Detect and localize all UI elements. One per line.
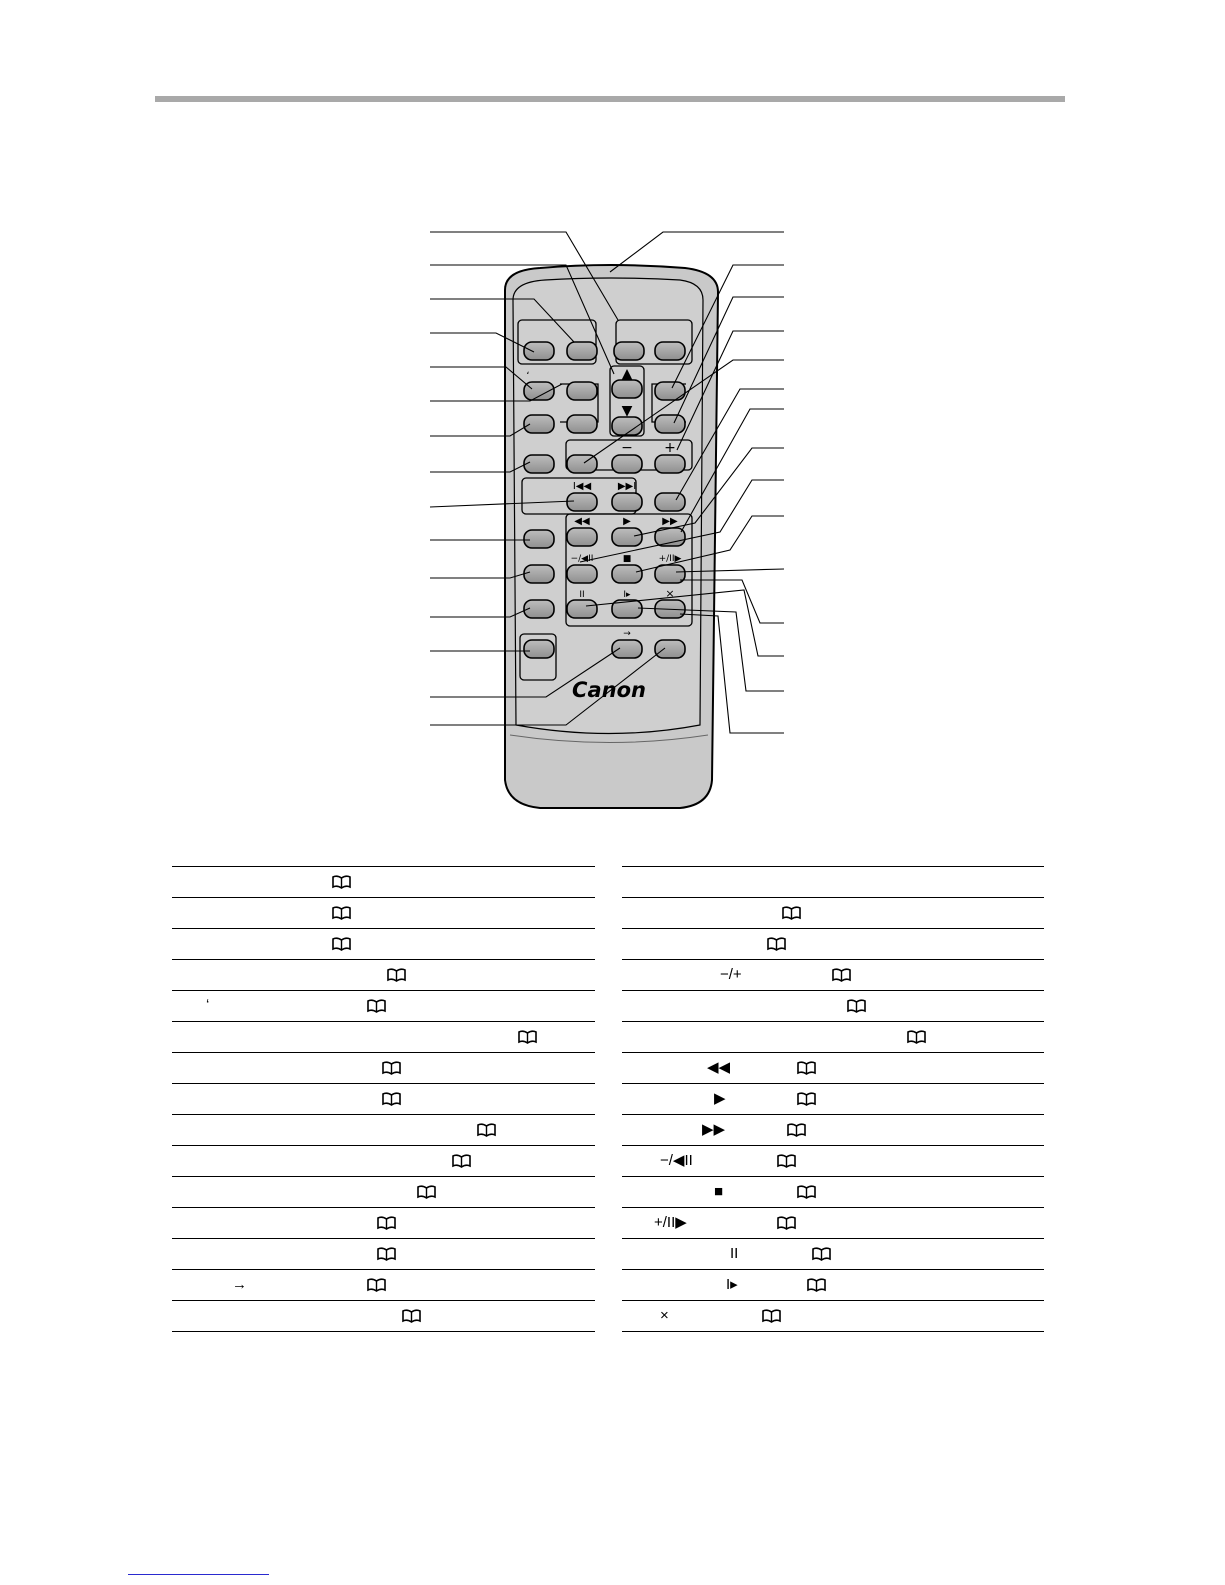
book-icon <box>377 1216 396 1235</box>
table-row <box>172 1084 595 1115</box>
remote-button <box>524 455 554 473</box>
table-row <box>172 1270 595 1301</box>
button-symbol: I▸ <box>726 1276 738 1293</box>
button-symbol: −/+ <box>720 966 742 983</box>
skip-back-icon: I◀◀ <box>572 481 592 492</box>
remote-button <box>567 342 597 360</box>
remote-button <box>567 382 597 400</box>
button-symbol: ʻ <box>206 997 210 1014</box>
button-symbol: ▶▶ <box>702 1121 726 1138</box>
book-icon <box>377 1247 396 1266</box>
left-reference-table <box>172 866 595 1332</box>
remote-button <box>567 600 597 618</box>
brand-logo: Canon <box>572 678 646 702</box>
table-row <box>622 1270 1044 1301</box>
remote-button <box>567 565 597 583</box>
remote-button <box>524 640 554 658</box>
slow-icon: I▸ <box>623 590 631 600</box>
book-icon <box>367 999 386 1018</box>
remote-button <box>655 493 685 511</box>
timer-symbol: ʻ <box>526 371 530 382</box>
frame-back-icon: −/◀II <box>570 554 594 564</box>
play-icon: ▶ <box>623 516 631 527</box>
table-row <box>622 898 1044 929</box>
remote-button <box>524 565 554 583</box>
table-row <box>622 1115 1044 1146</box>
table-row <box>622 867 1044 898</box>
book-icon <box>797 1092 816 1111</box>
book-icon <box>477 1123 496 1142</box>
footer-link-underline <box>128 1574 269 1575</box>
table-row <box>172 867 595 898</box>
table-row <box>172 1301 595 1332</box>
book-icon <box>402 1309 421 1328</box>
table-row <box>622 991 1044 1022</box>
book-icon <box>797 1185 816 1204</box>
book-icon <box>367 1278 386 1297</box>
book-icon <box>767 937 786 956</box>
pause-icon: II <box>579 590 585 600</box>
table-row <box>622 929 1044 960</box>
book-icon <box>807 1278 826 1297</box>
table-row <box>172 1115 595 1146</box>
book-icon <box>777 1216 796 1235</box>
button-symbol: ▶ <box>714 1090 726 1107</box>
remote-button <box>612 455 642 473</box>
frame-forward-icon: +/II▶ <box>658 554 682 564</box>
table-row <box>622 1177 1044 1208</box>
arrow-right-icon: → <box>623 629 631 639</box>
book-icon <box>797 1061 816 1080</box>
table-row <box>172 929 595 960</box>
remote-button <box>567 415 597 433</box>
remote-button <box>567 528 597 546</box>
table-row <box>622 1022 1044 1053</box>
book-icon <box>382 1061 401 1080</box>
table-row <box>622 1084 1044 1115</box>
table-row <box>172 1146 595 1177</box>
button-symbol: ◀◀ <box>707 1059 731 1076</box>
plus-symbol: + <box>664 440 676 456</box>
button-symbol: II <box>730 1245 739 1262</box>
remote-button <box>655 382 685 400</box>
table-row <box>622 1053 1044 1084</box>
table-row <box>172 1177 595 1208</box>
book-icon <box>832 968 851 987</box>
remote-button <box>612 380 642 398</box>
table-row <box>622 960 1044 991</box>
book-icon <box>332 875 351 894</box>
table-row <box>172 898 595 929</box>
remote-button <box>567 493 597 511</box>
button-symbol: +/II▶ <box>654 1214 687 1231</box>
remote-button <box>655 640 685 658</box>
remote-button <box>524 415 554 433</box>
table-row <box>622 1208 1044 1239</box>
table-row <box>172 1239 595 1270</box>
book-icon <box>452 1154 471 1173</box>
button-symbol: −/◀II <box>660 1152 693 1169</box>
remote-button <box>655 455 685 473</box>
remote-button <box>612 565 642 583</box>
table-row <box>172 1022 595 1053</box>
remote-button <box>612 493 642 511</box>
book-icon <box>787 1123 806 1142</box>
book-icon <box>387 968 406 987</box>
arrow-down-icon: ▼ <box>621 403 633 419</box>
stop-icon: ■ <box>622 554 632 564</box>
remote-button <box>524 342 554 360</box>
remote-button <box>612 528 642 546</box>
book-icon <box>417 1185 436 1204</box>
button-symbol: → <box>232 1276 247 1293</box>
table-row <box>622 1146 1044 1177</box>
table-row <box>172 1208 595 1239</box>
table-row <box>172 991 595 1022</box>
minus-symbol: − <box>621 440 633 456</box>
book-icon <box>782 906 801 925</box>
table-row <box>622 1301 1044 1332</box>
remote-button <box>612 640 642 658</box>
book-icon <box>518 1030 537 1049</box>
arrow-up-icon: ▲ <box>621 366 633 382</box>
fast-forward-icon: ▶▶ <box>662 516 678 527</box>
remote-button <box>655 342 685 360</box>
remote-button <box>614 342 644 360</box>
rewind-icon: ◀◀ <box>574 516 590 527</box>
table-row <box>172 960 595 991</box>
table-row <box>172 1053 595 1084</box>
book-icon <box>907 1030 926 1049</box>
button-symbol: ■ <box>714 1183 724 1200</box>
multiply-icon: × <box>665 587 675 600</box>
remote-button <box>524 530 554 548</box>
table-row <box>622 1239 1044 1270</box>
right-reference-table <box>622 866 1044 1332</box>
button-symbol: × <box>660 1307 669 1324</box>
book-icon <box>847 999 866 1018</box>
book-icon <box>332 937 351 956</box>
book-icon <box>762 1309 781 1328</box>
skip-forward-icon: ▶▶I <box>617 481 637 492</box>
book-icon <box>382 1092 401 1111</box>
book-icon <box>777 1154 796 1173</box>
book-icon <box>812 1247 831 1266</box>
book-icon <box>332 906 351 925</box>
remote-button <box>655 415 685 433</box>
